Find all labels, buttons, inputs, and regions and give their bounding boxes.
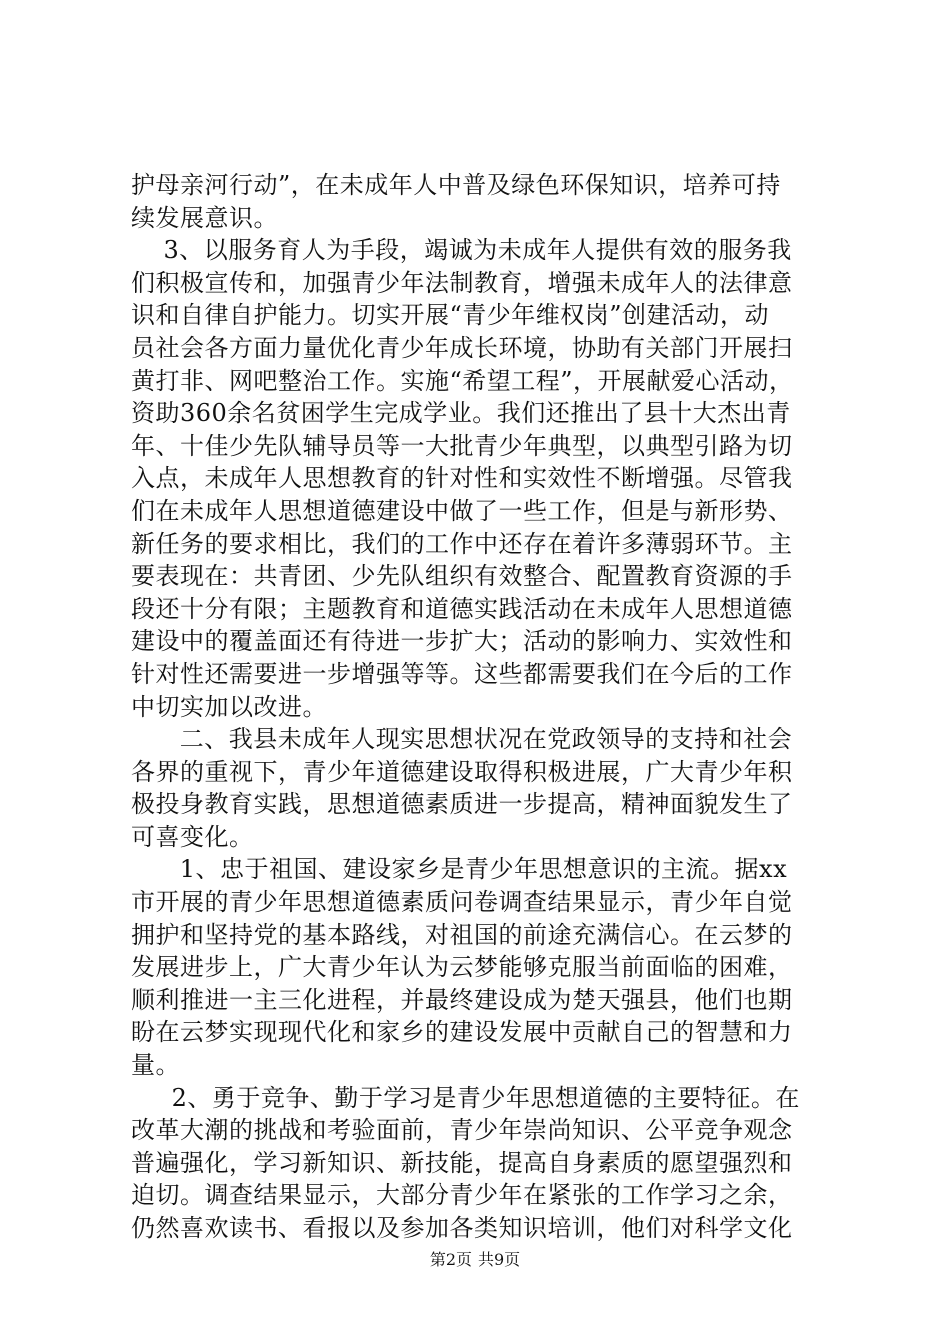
text-line: 普遍强化，学习新知识、新技能，提高自身素质的愿望强烈和 xyxy=(131,1148,793,1177)
text-line: 针对性还需要进一步增强等等。这些都需要我们在今后的工作 xyxy=(131,659,793,688)
text-line: 要表现在：共青团、少先队组织有效整合、配置教育资源的手 xyxy=(131,562,793,591)
document-body xyxy=(131,169,831,1245)
text-line: 2、勇于竞争、勤于学习是青少年思想道德的主要特征。在 xyxy=(131,1083,800,1112)
text-line: 中切实加以改进。 xyxy=(131,692,327,721)
page-number: 第2页 xyxy=(429,1250,472,1269)
text-line: 仍然喜欢读书、看报以及参加各类知识培训，他们对科学文化 xyxy=(131,1214,793,1242)
text-line: 识和自律自护能力。切实开展“青少年维权岗”创建活动，动 xyxy=(131,301,770,330)
text-line: 市开展的青少年思想道德素质问卷调查结果显示，青少年自觉 xyxy=(131,888,793,917)
text-line: 拥护和坚持党的基本路线，对祖国的前途充满信心。在云梦的 xyxy=(131,920,793,949)
text-line: 迫切。调查结果显示，大部分青少年在紧张的工作学习之余， xyxy=(131,1181,793,1210)
text-line: 改革大潮的挑战和考验面前，青少年崇尚知识、公平竞争观念 xyxy=(131,1116,793,1145)
text-line: 入点，未成年人思想教育的针对性和实效性不断增强。尽管我 xyxy=(131,464,793,493)
text-line: 可喜变化。 xyxy=(131,822,254,851)
text-line: 新任务的要求相比，我们的工作中还存在着许多薄弱环节。主 xyxy=(131,529,793,558)
text-line: 3、以服务育人为手段，竭诚为未成年人提供有效的服务我 xyxy=(131,236,792,265)
text-line: 续发展意识。 xyxy=(131,203,278,232)
text-line: 各界的重视下，青少年道德建设取得积极进展，广大青少年积 xyxy=(131,757,793,786)
text-line: 二、我县未成年人现实思想状况在党政领导的支持和社会 xyxy=(131,725,793,754)
text-line: 黄打非、网吧整治工作。实施“希望工程”，开展献爱心活动， xyxy=(131,366,794,395)
text-line: 资助360余名贫困学生完成学业。我们还推出了县十大杰出青 xyxy=(131,399,791,428)
text-line: 极投身教育实践，思想道德素质进一步提高，精神面貌发生了 xyxy=(131,790,793,819)
text-line: 量。 xyxy=(131,1051,180,1080)
text-line: 1、忠于祖国、建设家乡是青少年思想意识的主流。据xx xyxy=(131,855,788,884)
text-line: 建设中的覆盖面还有待进一步扩大；活动的影响力、实效性和 xyxy=(131,627,793,656)
page-total: 共9页 xyxy=(478,1250,521,1269)
text-line: 段还十分有限；主题教育和道德实践活动在未成年人思想道德 xyxy=(131,594,793,623)
text-line: 们积极宣传和，加强青少年法制教育，增强未成年人的法律意 xyxy=(131,268,793,297)
text-line: 员社会各方面力量优化青少年成长环境，协助有关部门开展扫 xyxy=(131,333,793,362)
text-line: 盼在云梦实现现代化和家乡的建设发展中贡献自己的智慧和力 xyxy=(131,1018,793,1047)
text-line: 发展进步上，广大青少年认为云梦能够克服当前面临的困难， xyxy=(131,953,793,982)
text-line: 护母亲河行动”，在未成年人中普及绿色环保知识，培养可持 xyxy=(131,171,781,199)
text-line: 们在未成年人思想道德建设中做了一些工作，但是与新形势、 xyxy=(131,496,793,525)
page-footer xyxy=(0,1250,950,1270)
text-line: 顺利推进一主三化进程，并最终建设成为楚天强县，他们也期 xyxy=(131,985,793,1014)
text-line: 年、十佳少先队辅导员等一大批青少年典型，以典型引路为切 xyxy=(131,431,793,460)
